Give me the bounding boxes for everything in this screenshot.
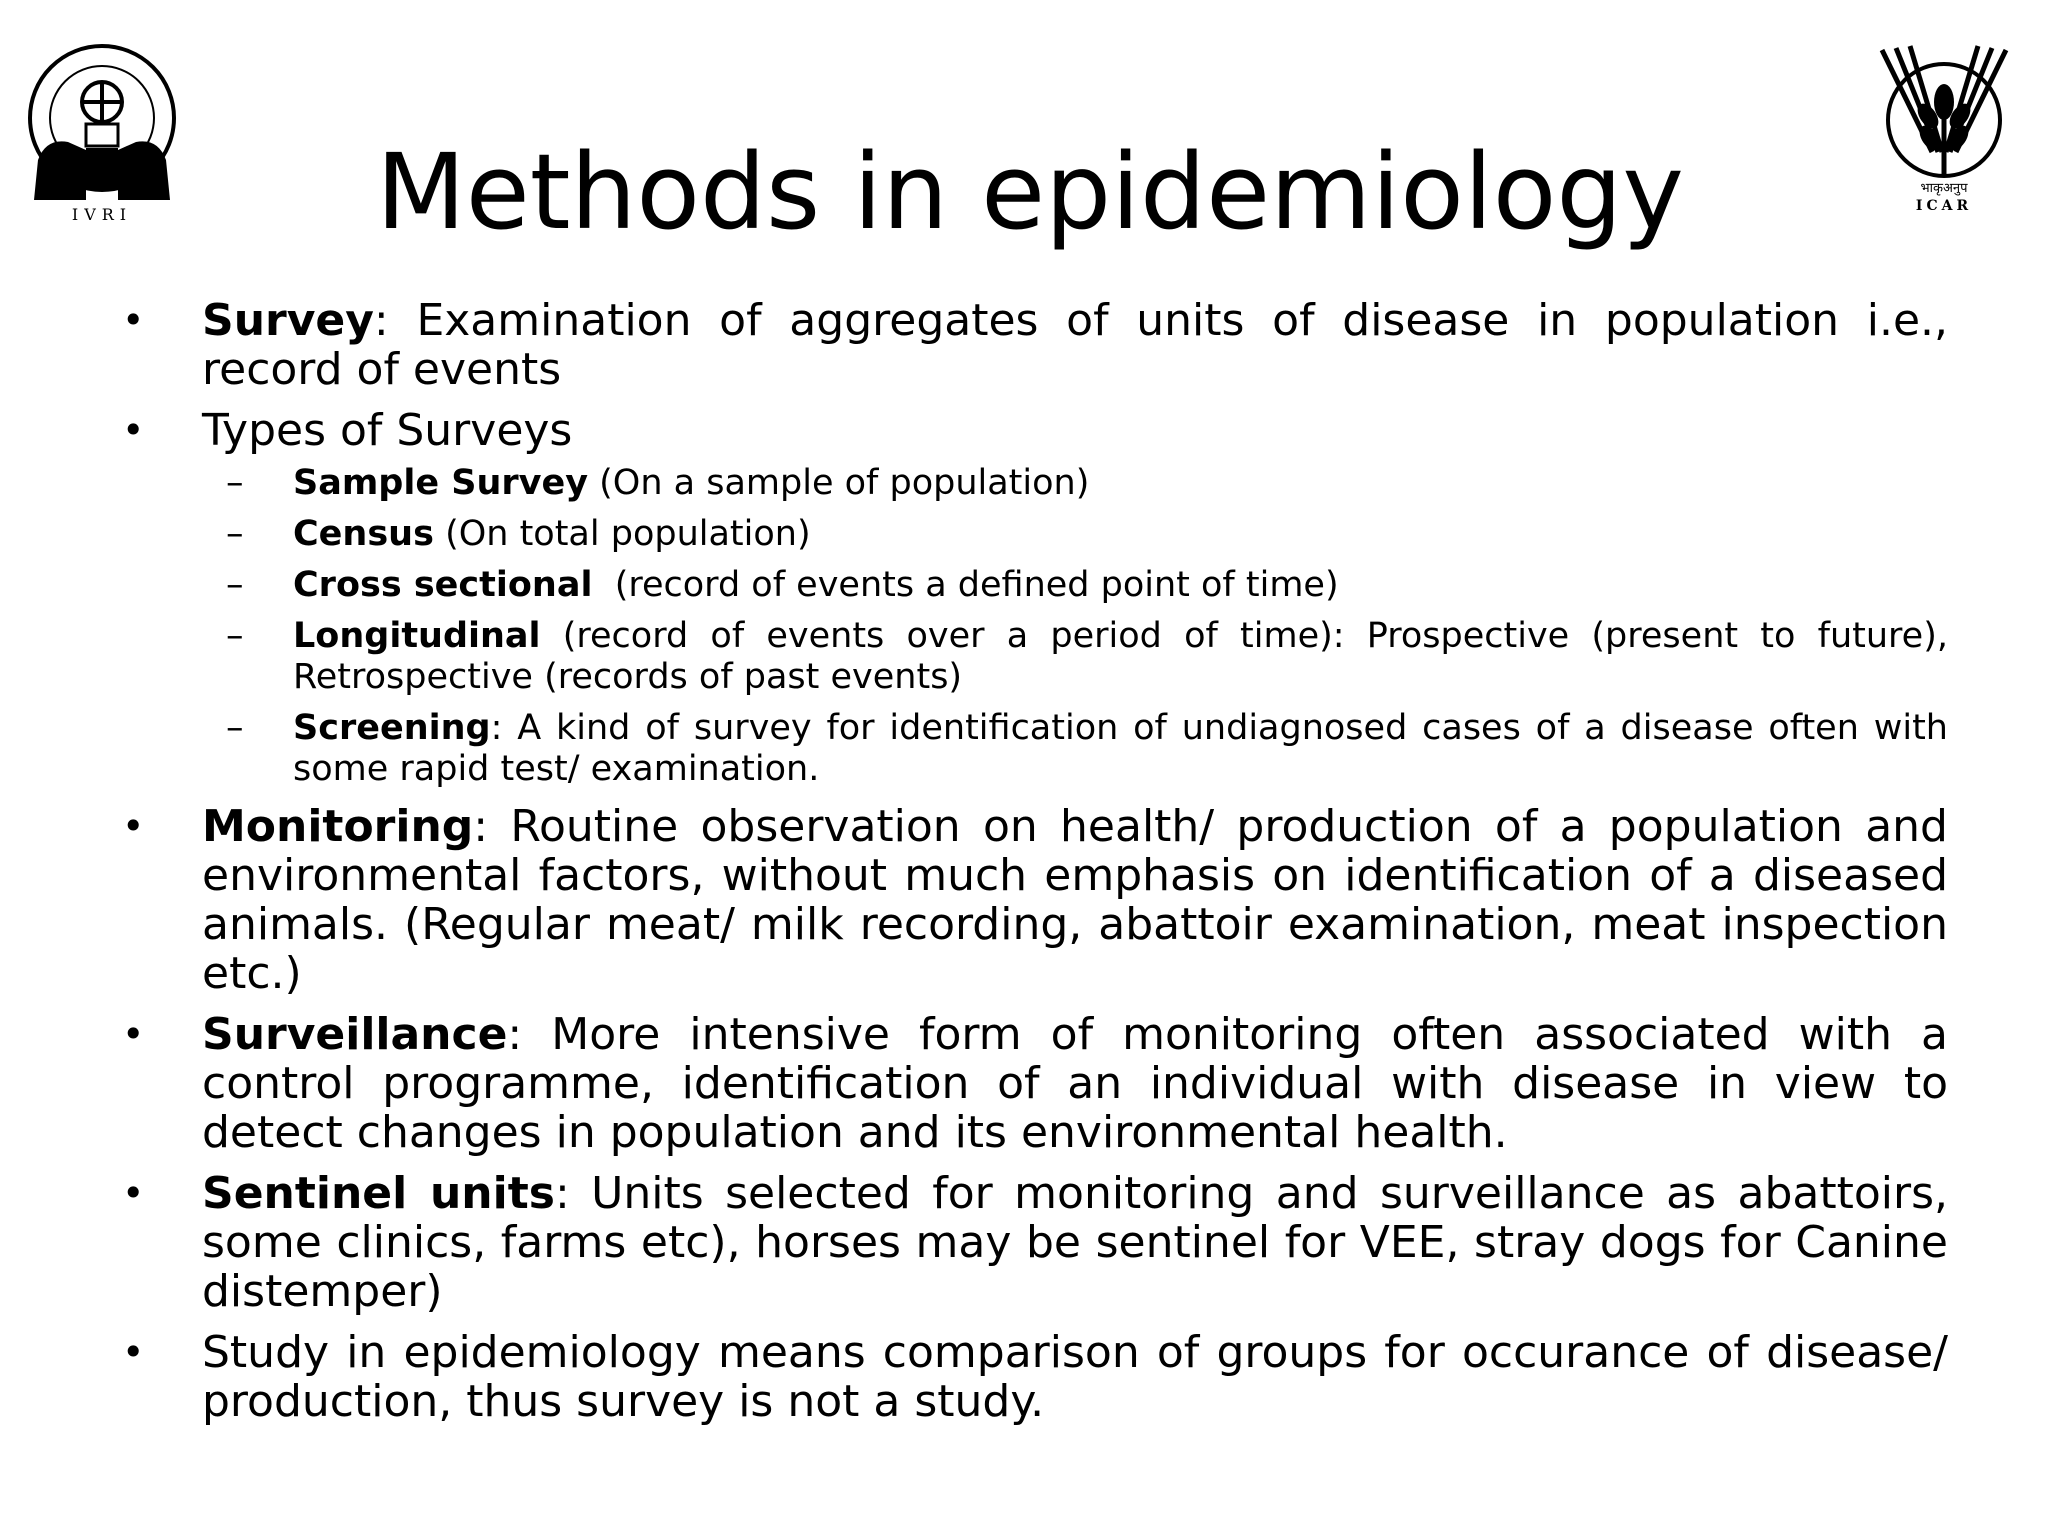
icar-wheat-emblem-icon <box>1862 42 2032 217</box>
screening-text: : A kind of survey for identification of undiagnosed cases of a disease often with some rapid test/ examination. <box>293 708 1948 789</box>
bullet-survey <box>120 296 1948 394</box>
bullet-marker: • <box>122 1330 145 1374</box>
cross-sectional-text: (record of events a defined point of time) <box>592 565 1339 605</box>
survey-term: Survey <box>202 295 374 346</box>
bullet-study <box>120 1328 1948 1426</box>
bullet-monitoring <box>120 802 1948 998</box>
dash-marker: – <box>226 463 244 503</box>
bullet-list <box>120 296 1948 1438</box>
types-text: Types of Surveys <box>202 405 573 456</box>
census-text: (On total population) <box>433 514 811 554</box>
monitoring-term: Monitoring <box>202 801 474 852</box>
sentinel-term: Sentinel units <box>202 1168 555 1219</box>
monitoring-text: : Routine observation on health/ production of a population and environmental factors, without much emphasis on identification of a diseased animals. (Regular meat/ milk recording, abattoir examination, meat inspection etc.) <box>202 801 1948 999</box>
surveillance-term: Surveillance <box>202 1009 508 1060</box>
survey-types-sublist <box>120 463 1948 790</box>
dash-marker: – <box>226 708 244 748</box>
sample-survey-text: (On a sample of population) <box>588 463 1090 503</box>
icar-logo <box>1862 42 2032 217</box>
ivri-label: IVRI <box>71 205 133 224</box>
screening-term: Screening <box>293 708 491 748</box>
longitudinal-term: Longitudinal <box>293 616 541 656</box>
longitudinal-text: (record of events over a period of time): Prospective (present to future), Retrospective (records of past events) <box>293 616 1948 697</box>
subitem-screening <box>120 708 1948 790</box>
bullet-marker: • <box>122 298 145 342</box>
bullet-sentinel-units <box>120 1169 1948 1316</box>
subitem-sample-survey <box>120 463 1948 504</box>
subitem-cross-sectional <box>120 565 1948 606</box>
subitem-longitudinal <box>120 616 1948 698</box>
dash-marker: – <box>226 616 244 656</box>
surveillance-text: : More intensive form of monitoring often associated with a control programme, identification of an individual with disease in view to detect changes in population and its environmental health. <box>202 1009 1948 1158</box>
study-text: Study in epidemiology means comparison of groups for occurance of disease/ production, thus survey is not a study. <box>202 1327 1948 1427</box>
ivri-logo <box>20 30 180 225</box>
cross-sectional-term: Cross sectional <box>293 565 593 605</box>
bullet-marker: • <box>122 804 145 848</box>
census-term: Census <box>293 514 434 554</box>
sample-survey-term: Sample Survey <box>293 463 589 503</box>
icar-hindi-label: भाकृअनुप <box>1920 181 1968 196</box>
icar-label: ICAR <box>1915 198 1973 214</box>
ivri-emblem-icon <box>20 30 180 225</box>
sentinel-text: : Units selected for monitoring and surveillance as abattoirs, some clinics, farms etc), horses may be sentinel for VEE, stray dogs for Canine distemper) <box>202 1168 1948 1317</box>
bullet-marker: • <box>122 1012 145 1056</box>
bullet-surveillance <box>120 1010 1948 1157</box>
bullet-marker: • <box>122 1171 145 1215</box>
dash-marker: – <box>226 565 244 605</box>
dash-marker: – <box>226 514 244 554</box>
bullet-types-of-surveys <box>120 406 1948 455</box>
subitem-census <box>120 514 1948 555</box>
bullet-marker: • <box>122 408 145 452</box>
slide-title: Methods in epidemiology <box>376 131 1684 253</box>
survey-text: : Examination of aggregates of units of disease in population i.e., record of events <box>202 295 1948 395</box>
